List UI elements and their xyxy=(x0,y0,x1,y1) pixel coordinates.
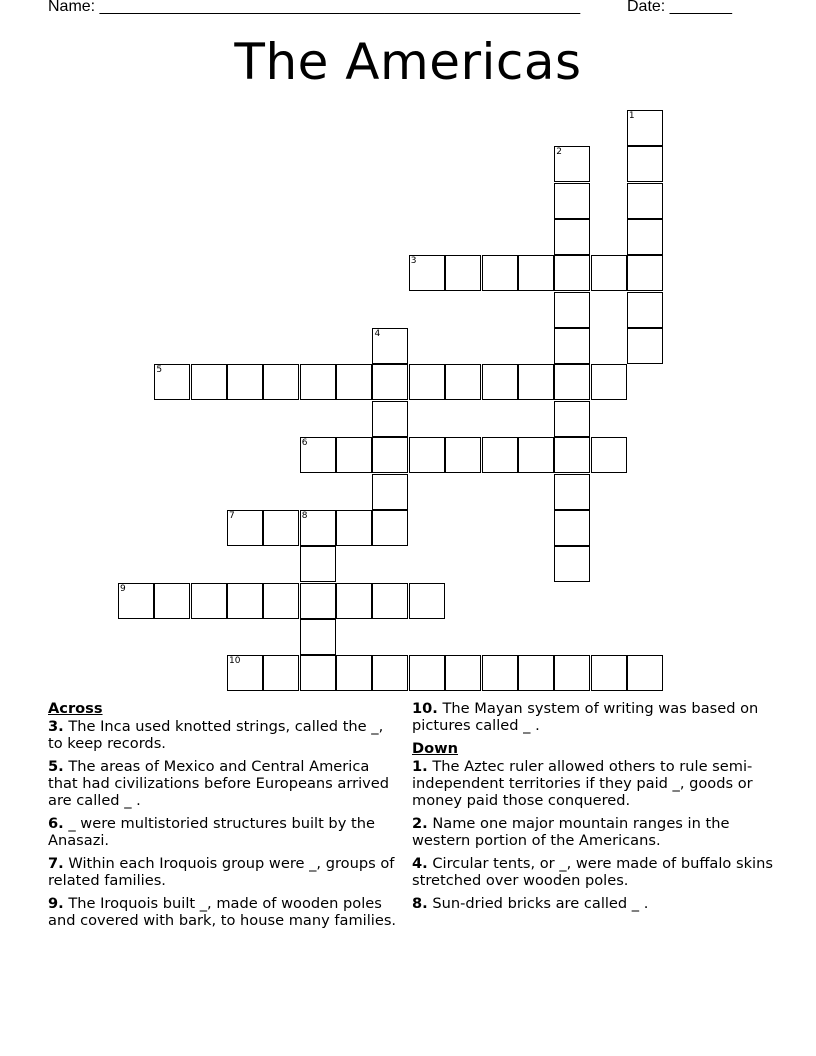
grid-cell[interactable] xyxy=(554,364,590,400)
clue-text: Circular tents, or _, were made of buffalo skins stretched over wooden poles. xyxy=(412,855,773,889)
grid-cell[interactable] xyxy=(336,364,372,400)
clue-across-3 xyxy=(48,718,398,752)
grid-cell[interactable] xyxy=(554,546,590,582)
clue-number-label: 2 xyxy=(556,147,562,158)
grid-cell[interactable] xyxy=(191,583,227,619)
page-title: The Americas xyxy=(234,33,582,91)
grid-cell[interactable] xyxy=(372,655,408,691)
grid-cell[interactable] xyxy=(300,510,336,546)
clue-number: 9. xyxy=(48,895,64,912)
clue-number-label: 1 xyxy=(628,111,635,121)
grid-cell[interactable] xyxy=(300,583,336,619)
grid-cell[interactable] xyxy=(409,255,445,291)
grid-cell[interactable] xyxy=(118,583,154,619)
grid-cell[interactable] xyxy=(482,655,518,691)
grid-cell[interactable] xyxy=(300,364,336,400)
grid-cell[interactable] xyxy=(627,255,663,291)
grid-cell[interactable] xyxy=(554,255,590,291)
clue-text: The Aztec ruler allowed others to rule semi-independent territories if they paid _, goods or money paid those conquered. xyxy=(412,758,753,809)
grid-cell[interactable] xyxy=(154,364,190,400)
grid-cell[interactable] xyxy=(627,655,663,691)
clue-number: 2. xyxy=(412,815,428,832)
clue-number: 3. xyxy=(48,718,64,735)
clue-number: 6. xyxy=(48,815,64,832)
grid-cell[interactable] xyxy=(227,510,263,546)
grid-cell[interactable] xyxy=(445,255,481,291)
clue-number: 1. xyxy=(412,758,428,775)
clue-number-label: 4 xyxy=(374,329,381,340)
clue-text: The Mayan system of writing was based on pictures called _ . xyxy=(412,700,759,734)
clue-number-label: 10 xyxy=(229,656,241,667)
grid-cell[interactable] xyxy=(409,437,445,473)
grid-cell[interactable] xyxy=(300,546,336,582)
grid-cell[interactable] xyxy=(554,655,590,691)
clues-right-column xyxy=(412,700,782,918)
grid-cell[interactable] xyxy=(554,292,590,328)
date-field[interactable]: Date: _______ xyxy=(627,0,732,15)
grid-cell[interactable] xyxy=(263,364,299,400)
grid-cell[interactable] xyxy=(154,583,190,619)
grid-cell[interactable] xyxy=(445,655,481,691)
grid-cell[interactable] xyxy=(372,401,408,437)
grid-cell[interactable] xyxy=(627,183,663,219)
grid-cell[interactable] xyxy=(263,655,299,691)
grid-cell[interactable] xyxy=(372,510,408,546)
clue-text: Name one major mountain ranges in the western portion of the Americans. xyxy=(412,815,730,849)
clue-text: Within each Iroquois group were _, groups of related families. xyxy=(48,855,395,889)
clue-number-label: 8 xyxy=(301,510,308,521)
grid-cell[interactable] xyxy=(518,437,554,473)
grid-cell[interactable] xyxy=(554,437,590,473)
grid-cell[interactable] xyxy=(627,292,663,328)
down-heading: Down xyxy=(412,740,459,757)
grid-cell[interactable] xyxy=(518,364,554,400)
grid-cell[interactable] xyxy=(336,437,372,473)
grid-cell[interactable] xyxy=(554,474,590,510)
across-heading: Across xyxy=(48,700,103,717)
grid-cell[interactable] xyxy=(627,219,663,255)
clue-number: 4. xyxy=(412,855,428,872)
name-field[interactable]: Name: ______________________________________________________ xyxy=(48,0,581,15)
grid-cell[interactable] xyxy=(554,328,590,364)
clue-down-1 xyxy=(412,758,782,809)
grid-cell[interactable] xyxy=(591,655,627,691)
grid-cell[interactable] xyxy=(554,510,590,546)
grid-cell[interactable] xyxy=(372,437,408,473)
grid-cell[interactable] xyxy=(627,146,663,182)
clue-across-7 xyxy=(48,855,398,889)
grid-cell[interactable] xyxy=(591,364,627,400)
clue-text: Sun-dried bricks are called _ . xyxy=(432,895,649,912)
clue-number: 8. xyxy=(412,895,428,912)
grid-cell[interactable] xyxy=(482,255,518,291)
grid-cell[interactable] xyxy=(554,146,590,182)
grid-cell[interactable] xyxy=(336,510,372,546)
clue-text: The Iroquois built _, made of wooden poles and covered with bark, to house many families. xyxy=(48,895,397,929)
grid-cell[interactable] xyxy=(263,510,299,546)
clue-number: 5. xyxy=(48,758,64,775)
grid-cell[interactable] xyxy=(445,437,481,473)
grid-cell[interactable] xyxy=(372,474,408,510)
grid-cell[interactable] xyxy=(518,255,554,291)
clue-number-label: 3 xyxy=(410,256,417,267)
clue-across-6 xyxy=(48,815,398,849)
grid-cell[interactable] xyxy=(409,583,445,619)
grid-cell[interactable] xyxy=(300,437,336,473)
grid-cell[interactable] xyxy=(372,328,408,364)
clue-down-4 xyxy=(412,855,782,889)
grid-cell[interactable] xyxy=(591,255,627,291)
grid-cell[interactable] xyxy=(300,655,336,691)
grid-cell[interactable] xyxy=(191,364,227,400)
grid-cell[interactable] xyxy=(227,655,263,691)
grid-cell[interactable] xyxy=(263,583,299,619)
clue-number: 10. xyxy=(412,700,438,717)
grid-cell[interactable] xyxy=(482,364,518,400)
grid-cell[interactable] xyxy=(445,364,481,400)
clue-across-10 xyxy=(412,700,782,734)
clue-down-8 xyxy=(412,895,782,912)
clue-text: _ were multistoried structures built by the Anasazi. xyxy=(48,815,375,849)
clue-number-label: 5 xyxy=(156,365,163,376)
clue-down-2 xyxy=(412,815,782,849)
clue-across-5 xyxy=(48,758,398,809)
grid-cell[interactable] xyxy=(300,619,336,655)
clue-number: 7. xyxy=(48,855,64,872)
clue-across-9 xyxy=(48,895,398,929)
grid-cell[interactable] xyxy=(409,655,445,691)
grid-cell[interactable] xyxy=(518,655,554,691)
grid-cell[interactable] xyxy=(554,183,590,219)
grid-cell[interactable] xyxy=(372,364,408,400)
clue-text: The Inca used knotted strings, called the _, to keep records. xyxy=(48,718,384,752)
clue-number-label: 6 xyxy=(301,438,308,449)
grid-cell[interactable] xyxy=(627,110,663,146)
grid-cell[interactable] xyxy=(227,364,263,400)
grid-cell[interactable] xyxy=(336,583,372,619)
grid-cell[interactable] xyxy=(554,219,590,255)
grid-cell[interactable] xyxy=(554,401,590,437)
clue-number-label: 7 xyxy=(229,510,235,521)
clue-number-label: 9 xyxy=(120,583,126,594)
grid-cell[interactable] xyxy=(409,364,445,400)
grid-cell[interactable] xyxy=(627,328,663,364)
clues-left-column xyxy=(48,700,398,935)
grid-cell[interactable] xyxy=(336,655,372,691)
grid-cell[interactable] xyxy=(482,437,518,473)
clue-text: The areas of Mexico and Central America that had civilizations before Europeans arrived are called _ . xyxy=(48,758,390,809)
grid-cell[interactable] xyxy=(591,437,627,473)
grid-cell[interactable] xyxy=(372,583,408,619)
grid-cell[interactable] xyxy=(227,583,263,619)
